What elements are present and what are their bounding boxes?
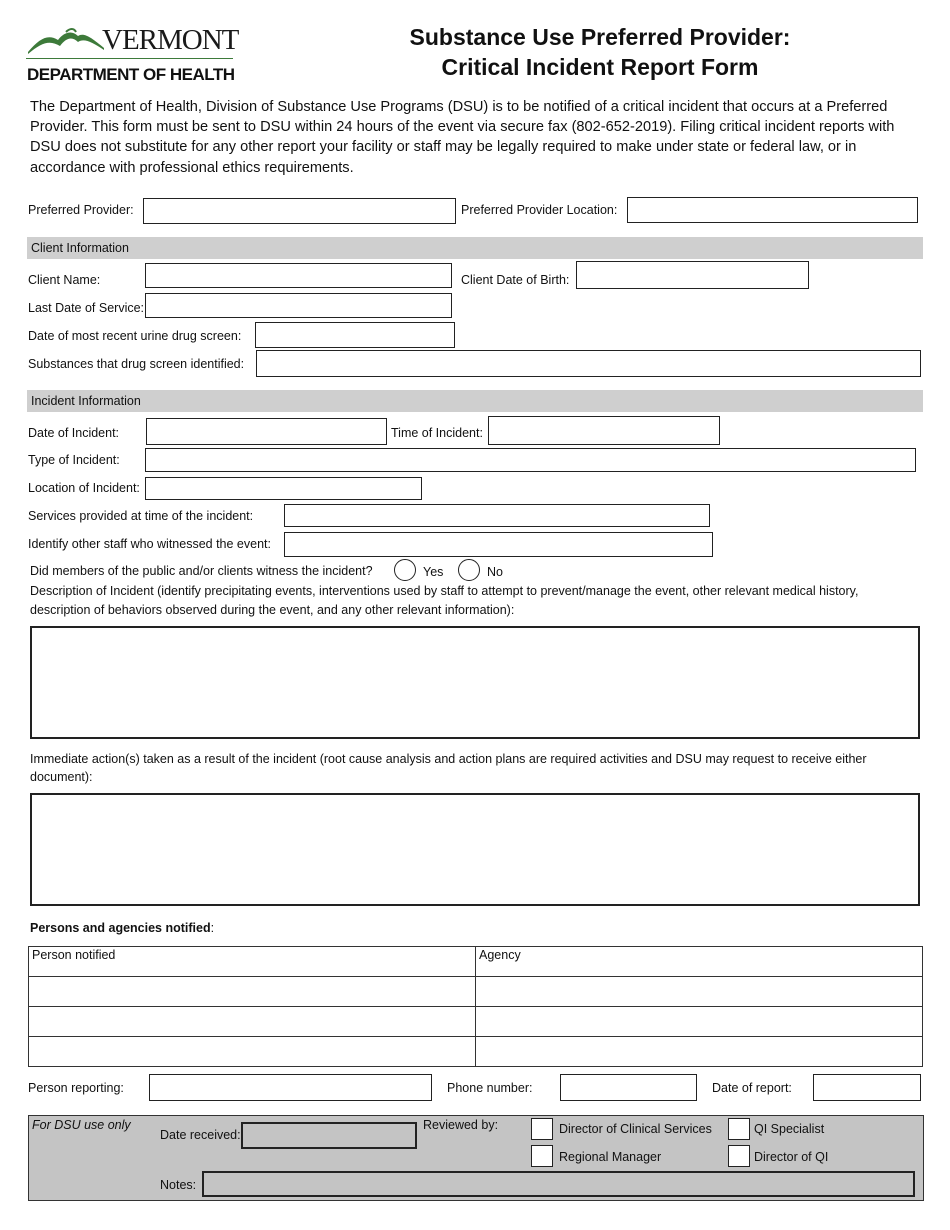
last-service-field[interactable] xyxy=(145,293,452,318)
incident-date-field[interactable] xyxy=(146,418,387,445)
table-row xyxy=(29,1007,923,1037)
mountain-logo-icon xyxy=(26,26,106,54)
staff-witness-label: Identify other staff who witnessed the event: xyxy=(28,537,271,551)
staff-witness-field[interactable] xyxy=(284,532,713,557)
notified-table xyxy=(28,946,923,1067)
report-date-label: Date of report: xyxy=(712,1081,792,1095)
person-cell[interactable] xyxy=(29,977,476,1007)
phone-number-field[interactable] xyxy=(560,1074,697,1101)
services-provided-field[interactable] xyxy=(284,504,710,527)
notes-label: Notes: xyxy=(160,1178,197,1192)
title-line-2: Critical Incident Report Form xyxy=(441,54,759,80)
report-date-field[interactable] xyxy=(813,1074,921,1101)
date-received-field[interactable] xyxy=(241,1122,417,1149)
last-service-label: Last Date of Service: xyxy=(28,301,145,315)
phone-number-label: Phone number: xyxy=(447,1081,533,1095)
incident-info-section: Incident Information xyxy=(27,390,923,412)
agency-cell[interactable] xyxy=(476,1037,923,1067)
regional-manager-label: Regional Manager xyxy=(559,1150,662,1164)
notified-heading xyxy=(30,921,214,936)
dsu-use-only-panel xyxy=(28,1115,924,1201)
dsu-use-only-label: For DSU use only xyxy=(32,1118,131,1132)
col-person-notified: Person notified xyxy=(29,947,476,977)
witness-question: Did members of the public and/or clients witness the incident? xyxy=(30,564,373,578)
preferred-provider-label: Preferred Provider: xyxy=(28,203,134,217)
description-label: Description of Incident (identify precipitating events, interventions used by staff to attempt to prevent/manage the event, other relevant medical history, description of behaviors observed during the event, and any other relevant information): xyxy=(30,584,859,617)
agency-cell[interactable] xyxy=(476,1007,923,1037)
form-title xyxy=(380,22,820,82)
preferred-provider-field[interactable] xyxy=(143,198,456,224)
incident-type-label: Type of Incident: xyxy=(28,453,120,467)
table-row xyxy=(29,1037,923,1067)
witness-yes-radio[interactable] xyxy=(394,559,416,581)
date-received-label: Date received: xyxy=(160,1128,241,1142)
dept-name: DEPARTMENT OF HEALTH xyxy=(27,65,235,84)
director-clinical-checkbox[interactable] xyxy=(531,1118,553,1140)
regional-manager-checkbox[interactable] xyxy=(531,1145,553,1167)
client-name-label: Client Name: xyxy=(28,273,101,287)
incident-time-field[interactable] xyxy=(488,416,720,445)
incident-time-label: Time of Incident: xyxy=(391,426,483,440)
urine-screen-label: Date of most recent urine drug screen: xyxy=(28,329,242,343)
substances-field[interactable] xyxy=(256,350,921,377)
reviewed-by-label: Reviewed by: xyxy=(423,1118,499,1132)
client-name-field[interactable] xyxy=(145,263,452,288)
qi-specialist-label: QI Specialist xyxy=(754,1122,825,1136)
intro-paragraph: The Department of Health, Division of Substance Use Programs (DSU) is to be notified of a critical incident that occurs at a Preferred Provider. This form must be sent to DSU within 24 hours of the event via secure fax (802-652-2019). Filing critical incident reports with DSU does not substitute for any other report your facility or staff may be legally required to make under state or federal law, or in accordance with professional ethics requirements. xyxy=(30,99,895,176)
org-name: VERMONT xyxy=(102,24,239,56)
person-cell[interactable] xyxy=(29,1007,476,1037)
table-row xyxy=(29,977,923,1007)
actions-textarea[interactable] xyxy=(30,793,920,906)
person-reporting-field[interactable] xyxy=(149,1074,432,1101)
services-provided-label: Services provided at time of the incident: xyxy=(28,509,254,523)
vermont-logo xyxy=(26,24,239,86)
notified-heading-colon: : xyxy=(210,921,215,935)
person-reporting-label: Person reporting: xyxy=(28,1081,124,1095)
description-textarea[interactable] xyxy=(30,626,920,739)
urine-screen-field[interactable] xyxy=(255,322,455,348)
person-cell[interactable] xyxy=(29,1037,476,1067)
actions-label: Immediate action(s) taken as a result of the incident (root cause analysis and action plans are required activities and DSU may request to receive either document): xyxy=(30,752,867,784)
col-agency: Agency xyxy=(476,947,923,977)
notes-field[interactable] xyxy=(202,1171,915,1197)
client-info-section: Client Information xyxy=(27,237,923,259)
witness-yes-label: Yes xyxy=(423,565,444,579)
incident-location-label: Location of Incident: xyxy=(28,481,140,495)
witness-no-label: No xyxy=(487,565,503,579)
client-dob-field[interactable] xyxy=(576,261,809,289)
incident-date-label: Date of Incident: xyxy=(28,426,120,440)
client-dob-label: Client Date of Birth: xyxy=(461,273,570,287)
director-clinical-label: Director of Clinical Services xyxy=(559,1122,712,1136)
director-qi-checkbox[interactable] xyxy=(728,1145,750,1167)
witness-no-radio[interactable] xyxy=(458,559,480,581)
agency-cell[interactable] xyxy=(476,977,923,1007)
title-line-1: Substance Use Preferred Provider: xyxy=(409,24,791,50)
incident-type-field[interactable] xyxy=(145,448,916,472)
notified-heading-bold: Persons and agencies notified xyxy=(30,921,211,935)
provider-location-label: Preferred Provider Location: xyxy=(461,203,618,217)
qi-specialist-checkbox[interactable] xyxy=(728,1118,750,1140)
incident-location-field[interactable] xyxy=(145,477,422,500)
director-qi-label: Director of QI xyxy=(754,1150,829,1164)
provider-location-field[interactable] xyxy=(627,197,918,223)
substances-label: Substances that drug screen identified: xyxy=(28,357,245,371)
table-header-row xyxy=(29,947,923,977)
